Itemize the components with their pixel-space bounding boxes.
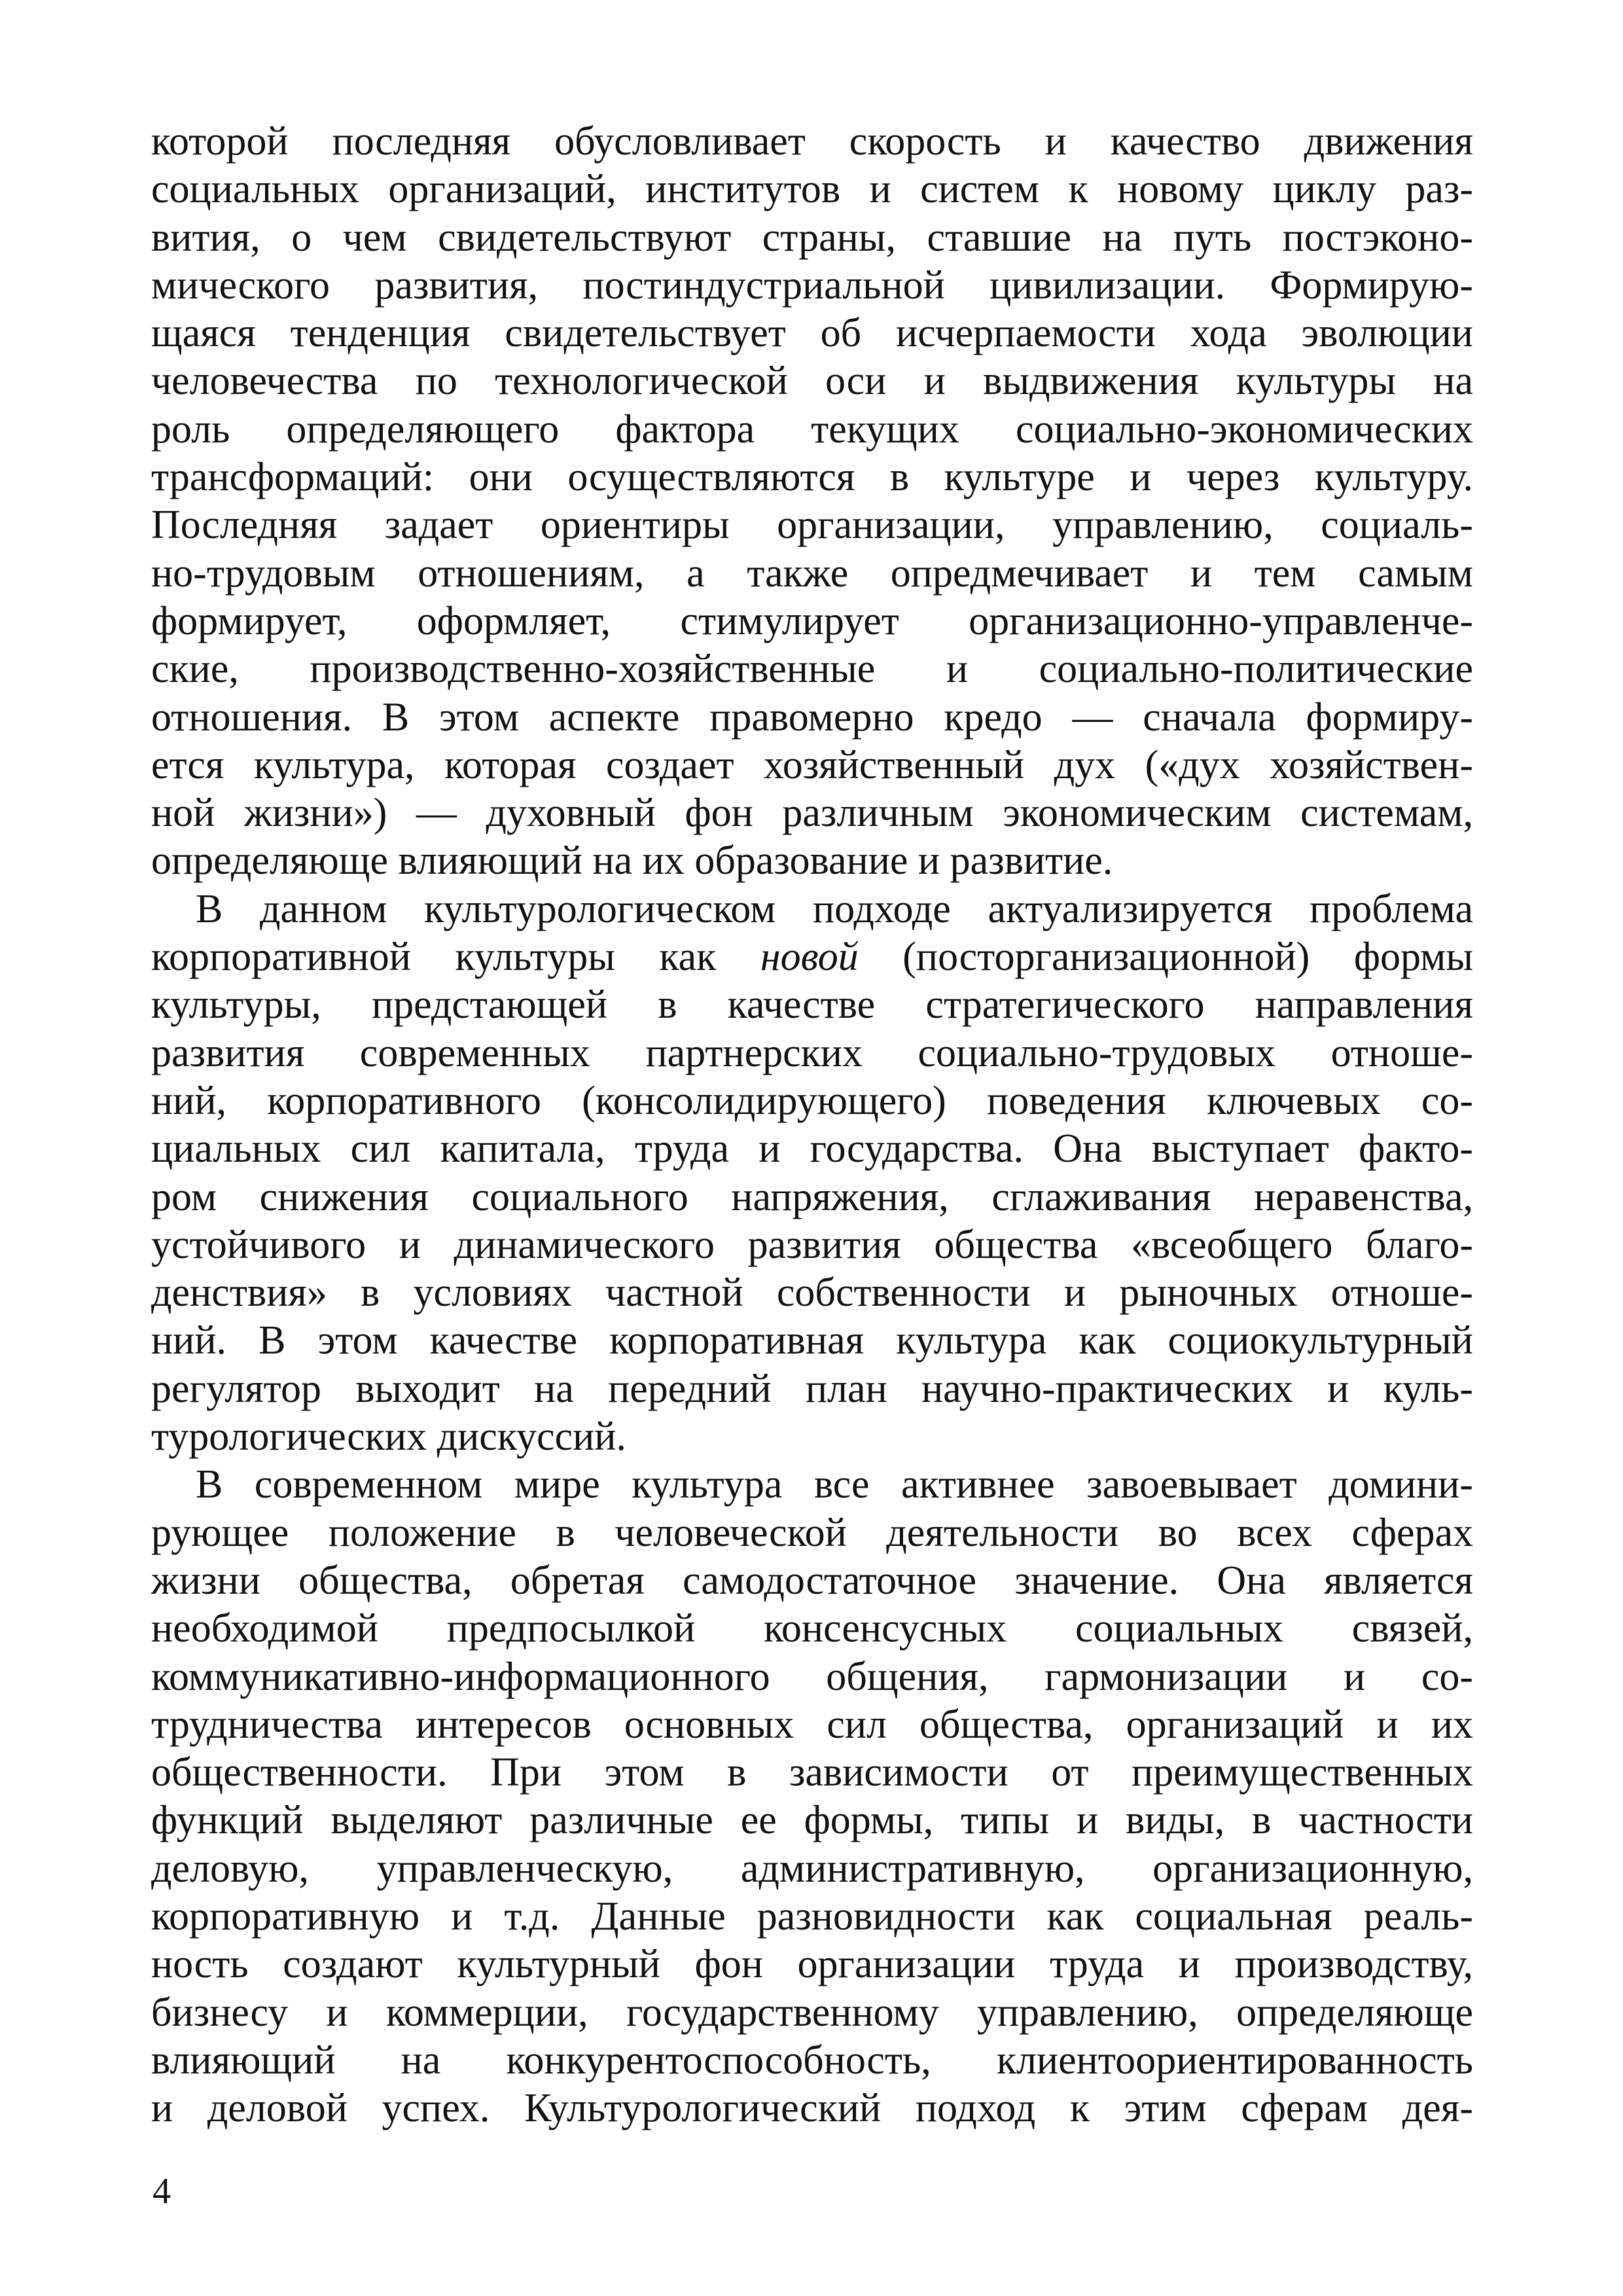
text-line: необходимой предпосылкой консенсусных социальных связей,	[151, 1606, 1473, 1651]
text-line: В данном культурологическом подходе актуализируется проблема	[196, 886, 1473, 931]
text-line: развития современных партнерских социально-трудовых отноше-	[151, 1030, 1473, 1075]
text-line: социальных организаций, институтов и систем к новому циклу раз-	[151, 167, 1473, 212]
text-line: культуры, предстающей в качестве стратегического направления	[151, 982, 1473, 1028]
text-line: трудничества интересов основных сил общества, организаций и их	[151, 1702, 1473, 1747]
text-line: ские, производственно-хозяйственные и социально-политические	[151, 647, 1473, 692]
text-line: человечества по технологической оси и выдвижения культуры на	[151, 359, 1473, 404]
text-line: рующее положение в человеческой деятельности во всех сферах	[151, 1510, 1473, 1555]
text-line: ность создают культурный фон организации труда и производству,	[151, 1942, 1473, 1987]
body-text	[151, 118, 1473, 2132]
text-line: ний. В этом качестве корпоративная культура как социокультурный	[151, 1318, 1473, 1363]
text-line: отношения. В этом аспекте правомерно кредо — сначала формиру-	[151, 694, 1473, 740]
text-line: трансформаций: они осуществляются в культуре и через культуру.	[151, 455, 1473, 500]
text-line	[151, 933, 1473, 981]
text-line: роль определяющего фактора текущих социально-экономических	[151, 406, 1473, 452]
text-line: общественности. При этом в зависимости от преимущественных	[151, 1750, 1473, 1795]
text-line: которой последняя обусловливает скорость и качество движения	[151, 119, 1473, 164]
text-line: турологических дискуссий.	[151, 1414, 626, 1460]
text-line: ется культура, которая создает хозяйственный дух («дух хозяйствен-	[151, 742, 1473, 787]
text-line: регулятор выходит на передний план научно-практических и куль-	[151, 1366, 1473, 1411]
text-line: бизнесу и коммерции, государственному управлению, определяюще	[151, 1990, 1473, 2035]
paragraph	[151, 118, 1473, 886]
text-line: ной жизни») — духовный фон различным экономическим системам,	[151, 791, 1473, 836]
paragraph	[151, 886, 1473, 1462]
text-line: Последняя задает ориентиры организации, управлению, социаль-	[151, 503, 1473, 548]
text-line: денствия» в условиях частной собственности и рыночных отноше-	[151, 1270, 1473, 1316]
text-line: деловую, управленческую, административную, организационную,	[151, 1846, 1473, 1891]
text-line: жизни общества, обретая самодостаточное значение. Она является	[151, 1558, 1473, 1603]
text-line: и деловой успех. Культурологический подход к этим сферам дея-	[151, 2086, 1473, 2131]
text-line: вития, о чем свидетельствуют страны, ставшие на путь постэконо-	[151, 215, 1473, 260]
text-line: устойчивого и динамического развития общества «всеобщего благо-	[151, 1222, 1473, 1267]
text-line: коммуникативно-информационного общения, гармонизации и со-	[151, 1654, 1473, 1699]
text-line: ром снижения социального напряжения, сглаживания неравенства,	[151, 1174, 1473, 1219]
text-line: влияющий на конкурентоспособность, клиентоориентированность	[151, 2037, 1473, 2083]
text-line: но-трудовым отношениям, а также опредмечивает и тем самым	[151, 550, 1473, 596]
text-line: ний, корпоративного (консолидирующего) поведения ключевых со-	[151, 1078, 1473, 1123]
text-fragment: (посторганизационной) формы	[858, 935, 1474, 980]
paragraph	[151, 1461, 1473, 2132]
text-line: корпоративную и т.д. Данные разновидности как социальная реаль-	[151, 1893, 1473, 1939]
text-line: функций выделяют различные ее формы, типы и виды, в частности	[151, 1798, 1473, 1843]
text-line: В современном мире культура все активнее завоевывает домини-	[196, 1462, 1473, 1507]
italic-emphasis: новой	[760, 935, 859, 980]
text-line: циальных сил капитала, труда и государства. Она выступает факто-	[151, 1126, 1473, 1172]
text-line: определяюще влияющий на их образование и развитие.	[151, 838, 1113, 884]
page-number: 4	[152, 2171, 171, 2212]
text-line: мического развития, постиндустриальной цивилизации. Формирую-	[151, 262, 1473, 308]
text-line: щаяся тенденция свидетельствует об исчерпаемости хода эволюции	[151, 311, 1473, 356]
text-fragment: корпоративной культуры как	[151, 935, 760, 980]
text-line: формирует, оформляет, стимулирует организационно-управленче-	[151, 598, 1473, 643]
